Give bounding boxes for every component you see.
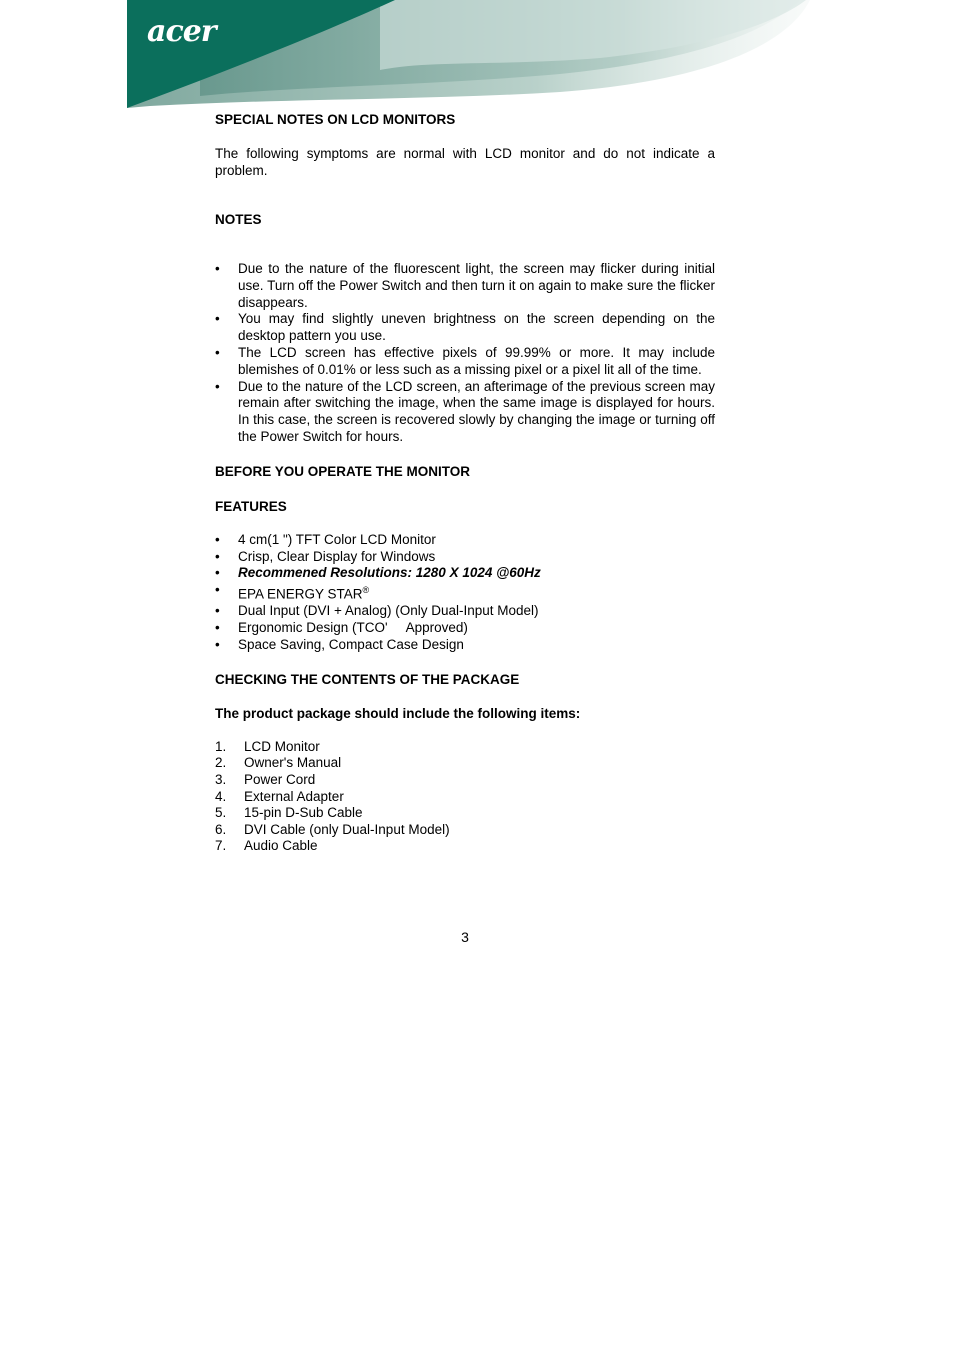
bullet-icon: •: [215, 582, 220, 598]
bullet-icon: •: [215, 603, 220, 619]
bullet-icon: •: [215, 344, 220, 360]
list-item: 2. Owner's Manual: [215, 755, 342, 771]
bullet-icon: •: [215, 637, 220, 653]
list-item: • Crisp, Clear Display for Windows: [215, 548, 436, 564]
page-number: 3: [461, 929, 469, 945]
list-item: • Dual Input (DVI + Analog) (Only Dual-Input Model): [215, 603, 539, 619]
list-item: • Ergonomic Design (TCO' Approved): [215, 620, 468, 636]
list-item: 3. Power Cord: [215, 772, 316, 788]
list-item: 7. Audio Cable: [215, 838, 318, 854]
list-item: • You may find slightly uneven brightness on the screen depending on the desktop pattern you use.: [215, 311, 715, 344]
special-notes-intro: The following symptoms are normal with LCD monitor and do not indicate a problem.: [215, 146, 715, 178]
list-item: • Due to the nature of the LCD screen, an afterimage of the previous screen may remain after switching the image, when the same image is displayed for hours. In this case, the screen is recovered slowly by changing the image or turning off the Power Switch for hours.: [215, 378, 715, 444]
list-item: • Space Saving, Compact Case Design: [215, 637, 464, 653]
list-item: • Due to the nature of the fluorescent light, the screen may flicker during initial use. Turn off the Power Switch and then turn it on again to make sure the flicker disappears.: [215, 261, 715, 310]
bullet-icon: •: [215, 311, 220, 327]
page-content: [215, 110, 715, 855]
notes-list: [215, 261, 715, 446]
special-notes-heading: SPECIAL NOTES ON LCD MONITORS: [215, 112, 456, 127]
bullet-icon: •: [215, 531, 220, 547]
list-item: • 4 cm(1 ") TFT Color LCD Monitor: [215, 531, 436, 547]
features-heading: FEATURES: [215, 498, 287, 514]
list-item: • Recommened Resolutions: 1280 X 1024 @60Hz: [215, 565, 541, 581]
list-item: • EPA ENERGY STAR®: [215, 582, 370, 602]
acer-logo: acer: [147, 14, 216, 49]
banner-wave-graphic: [0, 0, 954, 110]
list-item: 5. 15-pin D-Sub Cable: [215, 805, 363, 821]
header-banner: [0, 0, 954, 110]
bullet-icon: •: [215, 620, 220, 636]
bullet-icon: •: [215, 378, 220, 394]
package-items-list: [215, 739, 715, 855]
bullet-icon: •: [215, 261, 220, 276]
package-contents-heading: CHECKING THE CONTENTS OF THE PACKAGE: [215, 671, 520, 687]
features-list: [215, 532, 715, 654]
package-intro: The product package should include the following items:: [215, 705, 581, 721]
list-item: 4. External Adapter: [215, 788, 344, 804]
bullet-icon: •: [215, 565, 220, 581]
registered-mark: ®: [362, 585, 370, 596]
bullet-icon: •: [215, 548, 220, 564]
list-item: 6. DVI Cable (only Dual-Input Model): [215, 821, 450, 837]
before-operate-heading: BEFORE YOU OPERATE THE MONITOR: [215, 463, 471, 479]
notes-heading: NOTES: [215, 212, 262, 227]
list-item: • The LCD screen has effective pixels of 99.99% or more. It may include blemishes of 0.01% or less such as a missing pixel or a pixel lit all of the time.: [215, 344, 715, 377]
list-item: 1. LCD Monitor: [215, 738, 320, 754]
